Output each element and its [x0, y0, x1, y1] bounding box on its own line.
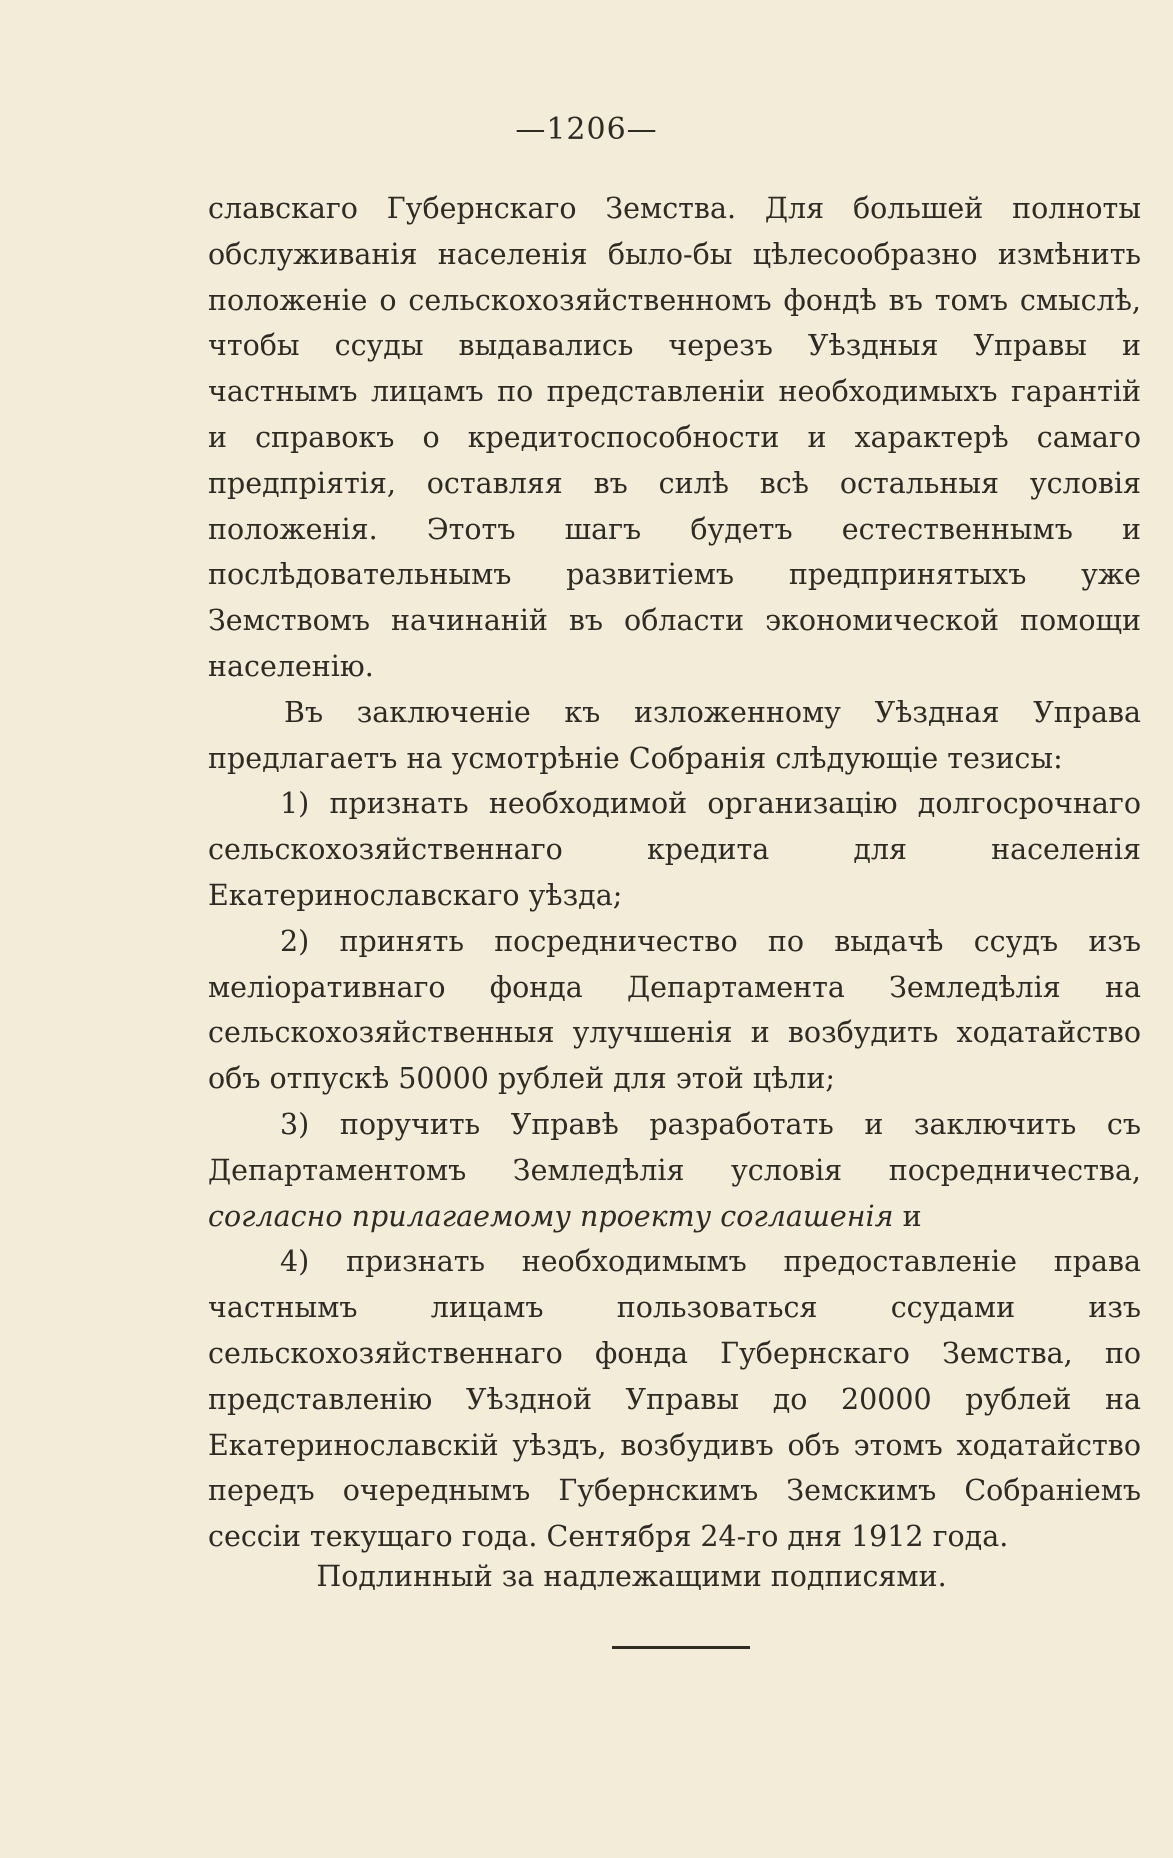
thesis-3-start: 3) поручить Управѣ разработать и заключить съ Департаментомъ Земледѣлія условія посредничества,: [208, 1107, 1141, 1187]
closing-rule: [612, 1646, 750, 1649]
thesis-3-end: и: [902, 1199, 922, 1233]
page-number: —1206—: [515, 112, 658, 147]
body-text: [208, 186, 1141, 1560]
thesis-1: 1) признать необходимой организацію долгосрочнаго сельскохозяйственнаго кредита для населенія Екатеринославскаго уѣзда;: [208, 787, 1141, 912]
thesis-3-italic: согласно прилагаемому проекту соглашенія: [208, 1199, 894, 1233]
thesis-4: 4) признать необходимымъ предоставленіе права частнымъ лицамъ пользоваться ссудами изъ сельскохозяйственнаго фонда Губернскаго Земства, по представленію Уѣздной Управы до 20000 рублей на Екатеринославскій уѣздъ, возбудивъ объ этомъ ходатайство передъ очереднымъ Губернскимъ Земскимъ Собраніемъ сессіи текущаго года. Сентября 24-го дня 1912 года.: [208, 1245, 1141, 1554]
paragraph-2: Въ заключеніе къ изложенному Уѣздная Управа предлагаетъ на усмотрѣніе Собранія слѣдующіе тезисы:: [208, 695, 1141, 775]
thesis-2: 2) принять посредничество по выдачѣ ссудъ изъ меліоративнаго фонда Департамента Земледѣлія на сельскохозяйственныя улучшенія и возбудить ходатайство объ отпускѣ 50000 рублей для этой цѣли;: [208, 924, 1141, 1096]
thesis-3: [208, 1102, 1141, 1239]
closing-line: Подлинный за надлежащими подписями.: [316, 1560, 947, 1593]
paragraph-1: славскаго Губернскаго Земства. Для большей полноты обслуживанія населенія было-бы цѣлесообразно измѣнить положеніе о сельскохозяйственномъ фондѣ въ томъ смыслѣ, чтобы ссуды выдавались черезъ Уѣздныя Управы и частнымъ лицамъ по представленіи необходимыхъ гарантій и справокъ о кредитоспособности и характерѣ самаго предпріятія, оставляя въ силѣ всѣ остальныя условія положенія. Этотъ шагъ будетъ естественнымъ и послѣдовательнымъ развитіемъ предпринятыхъ уже Земствомъ начинаній въ области экономической помощи населенію.: [208, 192, 1141, 683]
